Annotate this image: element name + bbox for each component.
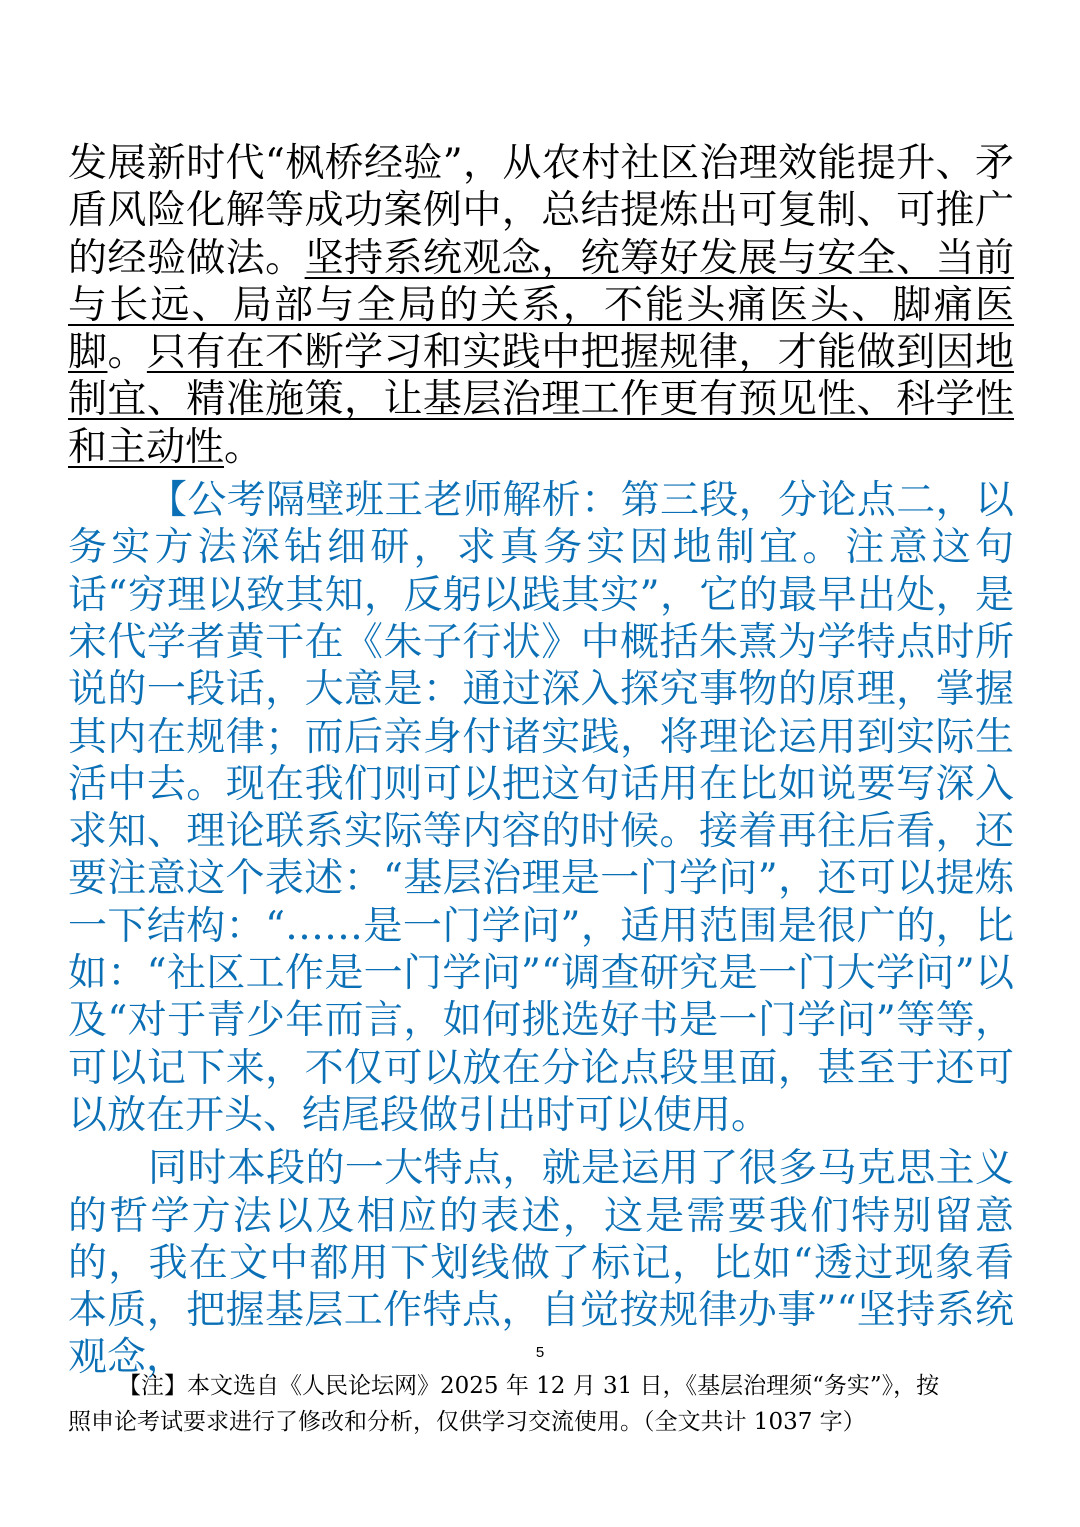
punctuation: 。: [224, 424, 264, 470]
footnote: [68, 1368, 1018, 1440]
body-paragraph: [68, 140, 1014, 471]
punctuation: 。: [107, 330, 147, 376]
analysis-paragraph: 同时本段的一大特点，就是运用了很多马克思主义的哲学方法以及相应的表述，这是需要我们特别留意的，我在文中都用下划线做了标记，比如“透过现象看本质，把握基层工作特点，自觉按规律办事”“坚持系统观念，: [68, 1146, 1014, 1381]
underlined-phrase: 坚持系统观念，统筹好发展与安全、当前与长远、局部与全局的关系，不能头痛医头、脚痛医脚: [68, 235, 1014, 376]
analysis-paragraph: 【公考隔壁班王老师解析：第三段，分论点二，以务实方法深钻细研，求真务实因地制宜。注意这句话“穷理以致其知，反躬以践其实”，它的最早出处，是宋代学者黄干在《朱子行状》中概括朱熹为学特点时所说的一段话，大意是：通过深入探究事物的原理，掌握其内在规律；而后亲身付诸实践，将理论运用到实际生活中去。现在我们则可以把这句话用在比如说要写深入求知、理论联系实际等内容的时候。接着再往后看，还要注意这个表述：“基层治理是一门学问”，还可以提炼一下结构：“……是一门学问”，适用范围是很广的，比如：“社区工作是一门学问”“调查研究是一门大学问”以及“对于青少年而言，如何挑选好书是一门学问”等等，可以记下来，不仅可以放在分论点段里面，甚至于还可以放在开头、结尾段做引出时可以使用。: [68, 478, 1014, 1138]
underlined-phrase: 只有在不断学习和实践中把握规律，才能做到因地制宜、精准施策，让基层治理工作更有预见性、科学性和主动性: [68, 330, 1014, 470]
page-number: 5: [535, 1344, 545, 1361]
main-content: [68, 140, 1014, 1382]
footnote-line: 【注】本文选自《人民论坛网》2025 年 12 月 31 日，《基层治理须“务实”》，按: [118, 1373, 940, 1399]
footnote-line: 照申论考试要求进行了修改和分析，仅供学习交流使用。（全文共计 1037 字）: [68, 1409, 866, 1435]
body-text: 发展新时代“枫桥经验”，从农村社区治理效能提升、矛盾风险化解等成功案例中，总结提炼出可复制、可推广的经验做法。: [68, 141, 1014, 281]
